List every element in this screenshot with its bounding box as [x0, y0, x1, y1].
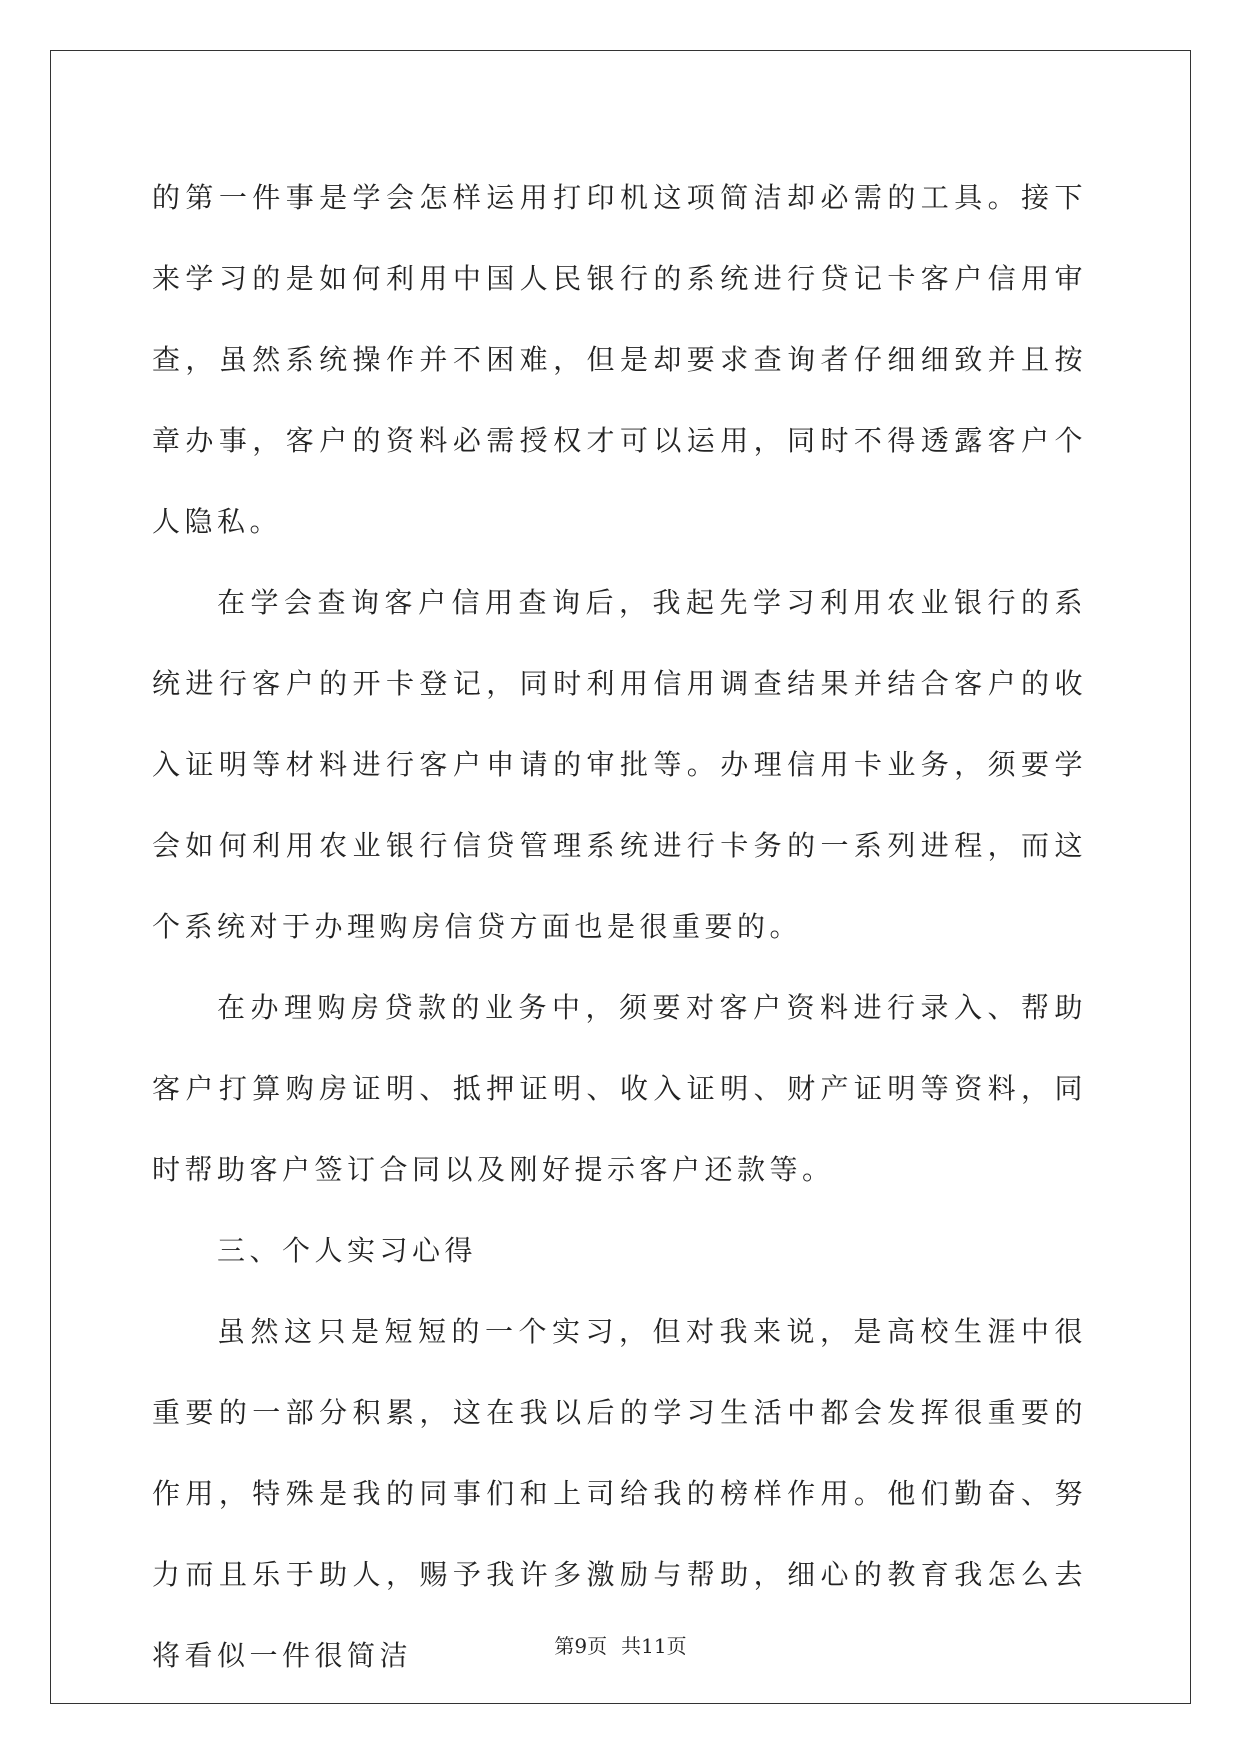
page-total: 共11页 [621, 1634, 687, 1658]
paragraph: 在学会查询客户信用查询后，我起先学习利用农业银行的系统进行客户的开卡登记，同时利用信用调查结果并结合客户的收入证明等材料进行客户申请的审批等。办理信用卡业务，须要学会如何利用农业银行信贷管理系统进行卡务的一系列进程，而这个系统对于办理购房信贷方面也是很重要的。 [152, 586, 1087, 943]
paragraph: 的第一件事是学会怎样运用打印机这项简洁却必需的工具。接下来学习的是如何利用中国人民银行的系统进行贷记卡客户信用审查，虽然系统操作并不困难，但是却要求查询者仔细细致并且按章办事，客户的资料必需授权才可以运用，同时不得透露客户个人隐私。 [152, 181, 1087, 538]
section-heading: 三、个人实习心得 [217, 1234, 478, 1267]
paragraph: 在办理购房贷款的业务中，须要对客户资料进行录入、帮助客户打算购房证明、抵押证明、收入证明、财产证明等资料，同时帮助客户签订合同以及刚好提示客户还款等。 [152, 991, 1087, 1186]
page-footer [0, 1634, 1241, 1658]
document-body [152, 157, 1087, 1696]
paragraph: 虽然这只是短短的一个实习，但对我来说，是高校生涯中很重要的一部分积累，这在我以后的学习生活中都会发挥很重要的作用，特殊是我的同事们和上司给我的榜样作用。他们勤奋、努力而且乐于助人，赐予我许多激励与帮助，细心的教育我怎么去将看似一件很简洁 [152, 1315, 1087, 1672]
page-number: 第9页 [554, 1634, 608, 1658]
